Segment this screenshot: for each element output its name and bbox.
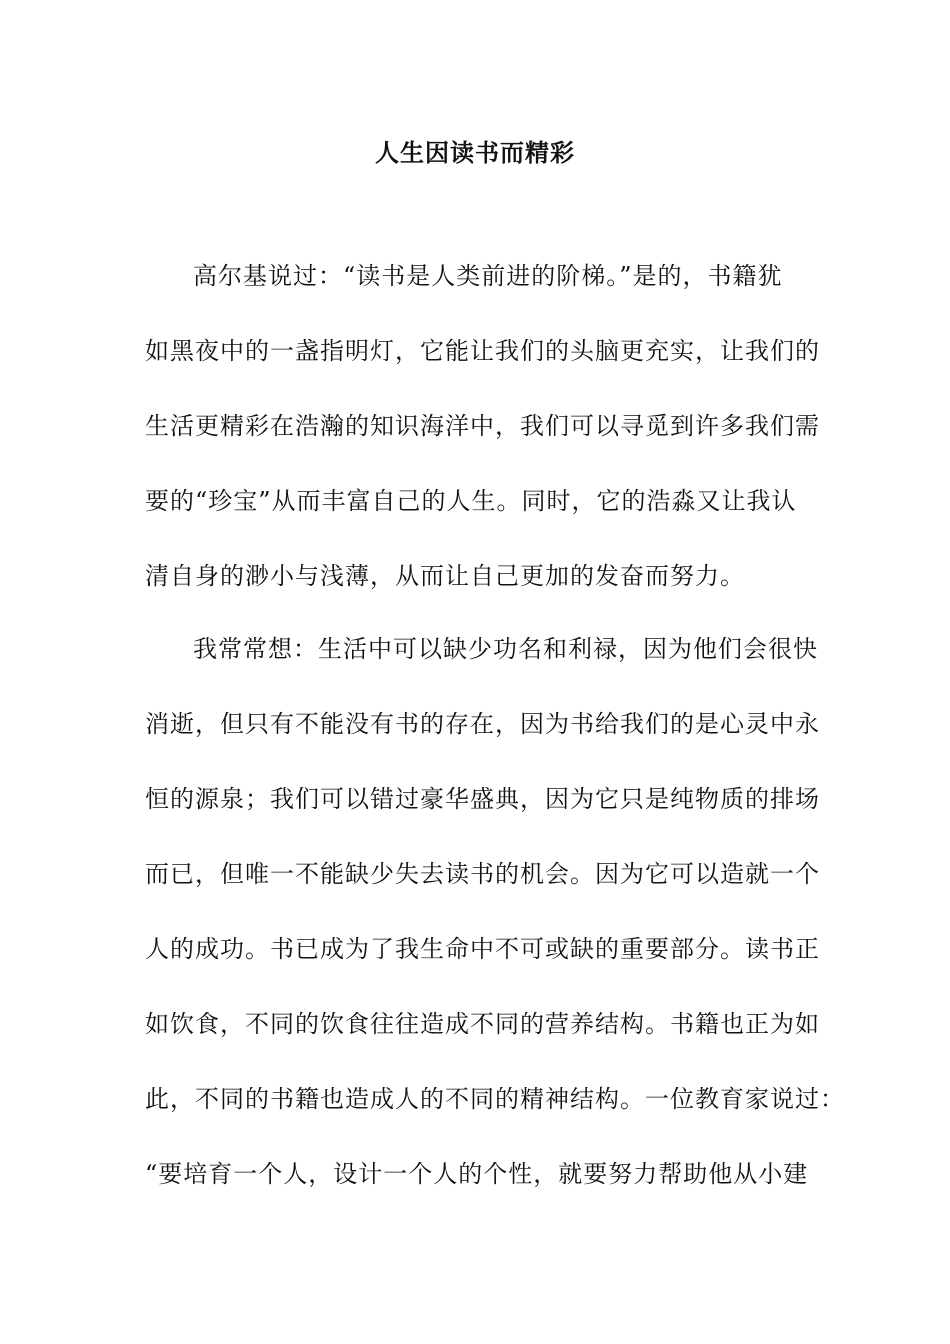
paragraph-2-line-8: “要培育一个人，设计一个人的个性，就要努力帮助他从小建 [145,1160,809,1188]
document-title: 人生因读书而精彩 [375,138,575,167]
paragraph-1-line-1: 高尔基说过：“读书是人类前进的阶梯。”是的，书籍犹 [193,262,783,290]
paragraph-2-line-4: 而已，但唯一不能缺少失去读书的机会。因为它可以造就一个 [145,860,820,888]
paragraph-1-line-3: 生活更精彩在浩瀚的知识海洋中，我们可以寻觅到许多我们需 [145,412,820,440]
paragraph-2-line-2: 消逝，但只有不能没有书的存在，因为书给我们的是心灵中永 [145,710,820,738]
paragraph-2-line-5: 人的成功。书已成为了我生命中不可或缺的重要部分。读书正 [145,935,820,963]
paragraph-1-line-4: 要的“珍宝”从而丰富自己的人生。同时，它的浩淼又让我认 [145,487,797,515]
paragraph-2-line-3: 恒的源泉；我们可以错过豪华盛典，因为它只是纯物质的排场 [145,785,820,813]
paragraph-2-line-1: 我常常想：生活中可以缺少功名和利禄，因为他们会很快 [193,635,818,663]
paragraph-1-line-5: 清自身的渺小与浅薄，从而让自己更加的发奋而努力。 [145,562,745,590]
paragraph-1-line-2: 如黑夜中的一盏指明灯，它能让我们的头脑更充实，让我们的 [145,337,820,365]
paragraph-2-line-7: 此，不同的书籍也造成人的不同的精神结构。一位教育家说过： [145,1085,845,1113]
paragraph-2-line-6: 如饮食，不同的饮食往往造成不同的营养结构。书籍也正为如 [145,1010,820,1038]
